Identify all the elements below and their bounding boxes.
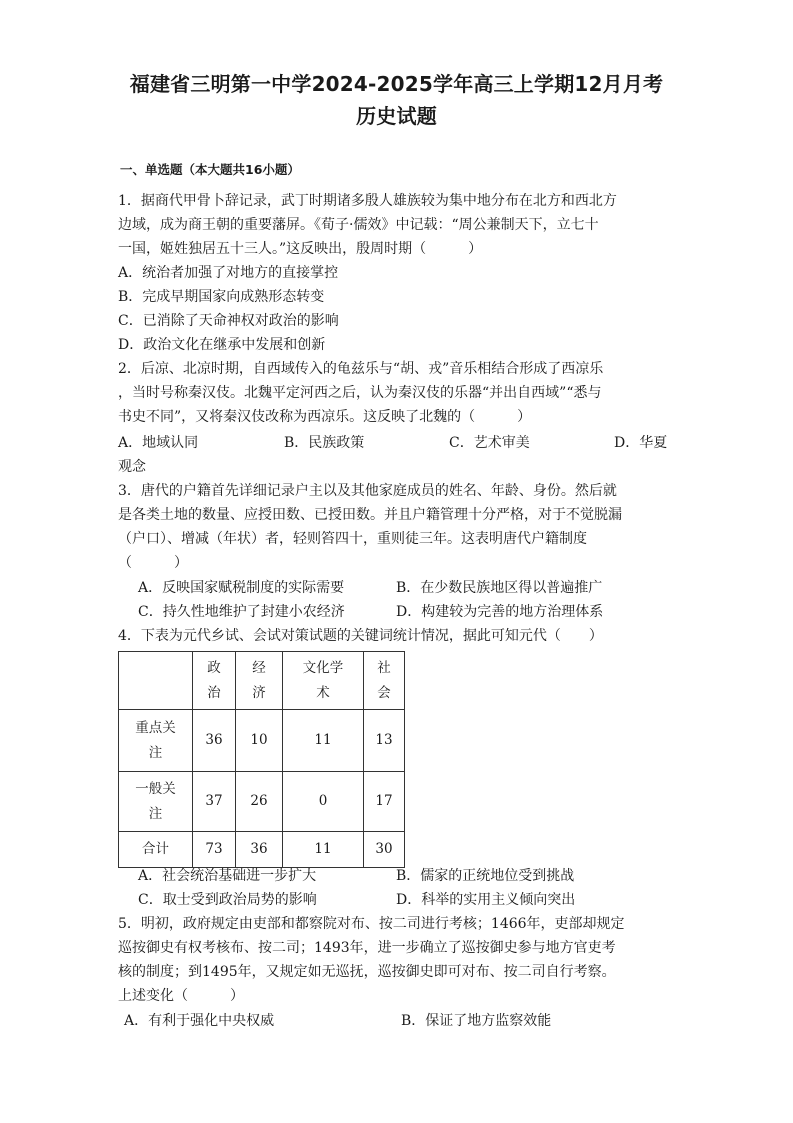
q3-option-c: C．持久性地维护了封建小农经济	[138, 604, 345, 620]
table-cell: 37	[193, 772, 236, 832]
table-cell: 17	[364, 772, 405, 832]
q2-stem-line: ，当时号称秦汉伎。北魏平定河西之后，认为秦汉伎的乐器“并出自西域”“悉与	[118, 385, 602, 401]
table-row-label: 重点关注	[119, 710, 193, 772]
table-cell: 73	[193, 832, 236, 868]
q2-option-b: B．民族政策	[284, 435, 365, 451]
q1-option-b: B．完成早期国家向成熟形态转变	[118, 289, 325, 305]
q5-stem-line: 巡按御史有权考核布、按二司；1493年，进一步确立了巡按御史参与地方官吏考	[118, 940, 616, 956]
q2-stem-line: 2．后凉、北凉时期，自西域传入的龟兹乐与“胡、戎”音乐相结合形成了西凉乐	[118, 361, 604, 377]
q4-option-d: D．科举的实用主义倾向突出	[396, 892, 576, 908]
table-row	[119, 832, 405, 868]
q4-option-b: B．儒家的正统地位受到挑战	[396, 868, 575, 884]
q4-stem-line: 4．下表为元代乡试、会试对策试题的关键词统计情况，据此可知元代（ ）	[118, 628, 603, 644]
q3-stem-line: （ ）	[118, 555, 188, 571]
q3-stem-line: 3．唐代的户籍首先详细记录户主以及其他家庭成员的姓名、年龄、身份。然后就	[118, 483, 617, 499]
table-header-cell	[119, 652, 193, 710]
q4-option-a: A．社会统治基础进一步扩大	[138, 868, 317, 884]
q4-keyword-table	[118, 651, 405, 868]
q3-stem-line: （户口）、增减（年状）者，轻则笞四十，重则徒三年。这表明唐代户籍制度	[118, 531, 587, 547]
table-row-label: 合计	[119, 832, 193, 868]
q1-stem-line: 1．据商代甲骨卜辞记录，武丁时期诸多殷人雄族较为集中地分布在北方和西北方	[118, 193, 617, 209]
table-cell: 36	[193, 710, 236, 772]
q1-stem-line: 一国，姬姓独居五十三人。”这反映出，殷周时期（ ）	[118, 241, 483, 257]
q2-option-c: C．艺术审美	[449, 435, 530, 451]
table-row-label: 一般关注	[119, 772, 193, 832]
table-cell: 10	[236, 710, 283, 772]
q5-option-b: B．保证了地方监察效能	[401, 1013, 552, 1029]
q1-option-c: C．已消除了天命神权对政治的影响	[118, 313, 339, 329]
table-header-cell: 社会	[364, 652, 405, 710]
q3-option-a: A．反映国家赋税制度的实际需要	[138, 580, 345, 596]
q3-option-b: B．在少数民族地区得以普遍推广	[396, 580, 603, 596]
q5-option-a: A．有利于强化中央权威	[124, 1013, 275, 1029]
exam-subject: 历史试题	[356, 104, 437, 128]
section-heading: 一、单选题（本大题共16小题）	[120, 162, 300, 177]
table-header-cell: 文化学术	[283, 652, 364, 710]
table-cell: 13	[364, 710, 405, 772]
q2-option-d-tail: 观念	[118, 459, 146, 475]
q1-option-a: A．统治者加强了对地方的直接掌控	[118, 265, 339, 281]
q2-option-a: A．地域认同	[118, 435, 199, 451]
table-header-cell: 经济	[236, 652, 283, 710]
q5-stem-line: 上述变化（ ）	[118, 988, 244, 1004]
q5-stem-line: 5．明初，政府规定由吏部和都察院对布、按二司进行考核；1466年，吏部却规定	[118, 916, 625, 932]
table-cell: 26	[236, 772, 283, 832]
table-cell: 0	[283, 772, 364, 832]
q4-option-c: C．取士受到政治局势的影响	[138, 892, 317, 908]
q3-option-d: D．构建较为完善的地方治理体系	[396, 604, 604, 620]
q2-stem-line: 书史不同”，又将秦汉伎改称为西凉乐。这反映了北魏的（ ）	[118, 409, 532, 425]
table-header-cell: 政治	[193, 652, 236, 710]
table-cell: 36	[236, 832, 283, 868]
table-cell: 11	[283, 710, 364, 772]
table-cell: 30	[364, 832, 405, 868]
q2-option-d: D．华夏	[614, 435, 668, 451]
q1-option-d: D．政治文化在继承中发展和创新	[118, 337, 326, 353]
q1-stem-line: 边域，成为商王朝的重要藩屏。《荀子·儒效》中记载：“周公兼制天下，立七十	[118, 217, 599, 233]
q3-stem-line: 是各类土地的数量、应授田数、已授田数。并且户籍管理十分严格，对于不觉脱漏	[118, 507, 622, 523]
exam-title: 福建省三明第一中学2024-2025学年高三上学期12月月考	[129, 72, 664, 96]
table-row	[119, 772, 405, 832]
table-row	[119, 710, 405, 772]
table-header-row	[119, 652, 405, 710]
table-cell: 11	[283, 832, 364, 868]
q5-stem-line: 核的制度；到1495年，又规定如无巡抚，巡按御史即可对布、按二司自行考察。	[118, 964, 616, 980]
